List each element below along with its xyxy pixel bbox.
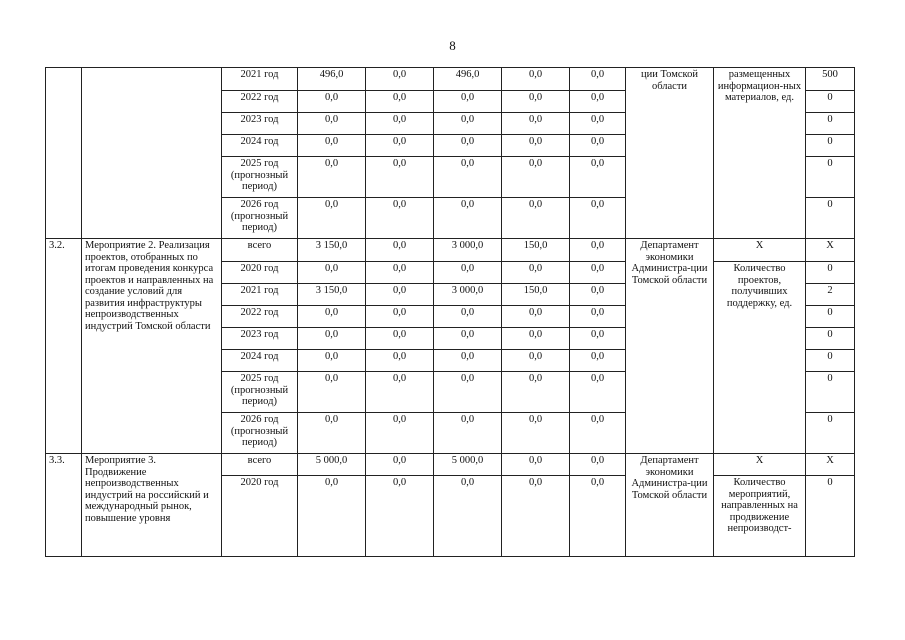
indicator-value: 500 bbox=[806, 68, 855, 91]
indicator-value: 0 bbox=[806, 476, 855, 557]
extrabudget-value: 0,0 bbox=[570, 113, 626, 135]
measure-name: Мероприятие 3. Продвижение непроизводственных индустрий на российский и международный рынок, повышение уровня bbox=[82, 454, 222, 557]
regional-budget-value: 0,0 bbox=[434, 306, 502, 328]
indicator-placeholder: Х bbox=[714, 239, 806, 262]
year-label: 2020 год bbox=[222, 476, 298, 557]
federal-budget-value: 0,0 bbox=[366, 91, 434, 113]
local-budget-value: 0,0 bbox=[502, 135, 570, 157]
total-value: 0,0 bbox=[298, 113, 366, 135]
indicator-value: 0 bbox=[806, 91, 855, 113]
indicator-placeholder: Х bbox=[806, 454, 855, 476]
regional-budget-value: 0,0 bbox=[434, 198, 502, 239]
year-label: всего bbox=[222, 239, 298, 262]
indicator-value: 0 bbox=[806, 306, 855, 328]
extrabudget-value: 0,0 bbox=[570, 306, 626, 328]
regional-budget-value: 0,0 bbox=[434, 328, 502, 350]
extrabudget-value: 0,0 bbox=[570, 68, 626, 91]
federal-budget-value: 0,0 bbox=[366, 68, 434, 91]
year-label: 2020 год bbox=[222, 262, 298, 284]
regional-budget-value: 5 000,0 bbox=[434, 454, 502, 476]
local-budget-value: 150,0 bbox=[502, 239, 570, 262]
year-label: 2026 год (прогнозный период) bbox=[222, 413, 298, 454]
executor: Департамент экономики Администра-ции Томской области bbox=[626, 454, 714, 557]
total-value: 0,0 bbox=[298, 91, 366, 113]
regional-budget-value: 0,0 bbox=[434, 413, 502, 454]
executor: ции Томской области bbox=[626, 68, 714, 239]
local-budget-value: 0,0 bbox=[502, 328, 570, 350]
page-number: 8 bbox=[449, 38, 456, 53]
year-label: 2025 год (прогнозный период) bbox=[222, 157, 298, 198]
total-value: 3 150,0 bbox=[298, 284, 366, 306]
year-label: 2022 год bbox=[222, 91, 298, 113]
regional-budget-value: 496,0 bbox=[434, 68, 502, 91]
total-value: 0,0 bbox=[298, 476, 366, 557]
executor: Департамент экономики Администра-ции Томской области bbox=[626, 239, 714, 454]
table-body bbox=[46, 68, 855, 557]
extrabudget-value: 0,0 bbox=[570, 476, 626, 557]
extrabudget-value: 0,0 bbox=[570, 328, 626, 350]
total-value: 0,0 bbox=[298, 262, 366, 284]
budget-table bbox=[45, 67, 855, 557]
extrabudget-value: 0,0 bbox=[570, 91, 626, 113]
federal-budget-value: 0,0 bbox=[366, 239, 434, 262]
year-label: 2021 год bbox=[222, 284, 298, 306]
federal-budget-value: 0,0 bbox=[366, 328, 434, 350]
indicator-name: Количество проектов, получивших поддержку, ед. bbox=[714, 262, 806, 454]
total-value: 0,0 bbox=[298, 328, 366, 350]
measure-number: 3.2. bbox=[46, 239, 82, 454]
federal-budget-value: 0,0 bbox=[366, 157, 434, 198]
federal-budget-value: 0,0 bbox=[366, 476, 434, 557]
local-budget-value: 0,0 bbox=[502, 372, 570, 413]
year-label: 2024 год bbox=[222, 350, 298, 372]
indicator-value: 0 bbox=[806, 157, 855, 198]
year-label: 2022 год bbox=[222, 306, 298, 328]
regional-budget-value: 0,0 bbox=[434, 350, 502, 372]
total-value: 0,0 bbox=[298, 413, 366, 454]
regional-budget-value: 0,0 bbox=[434, 113, 502, 135]
measure-name-cell bbox=[82, 68, 222, 239]
local-budget-value: 0,0 bbox=[502, 454, 570, 476]
federal-budget-value: 0,0 bbox=[366, 284, 434, 306]
extrabudget-value: 0,0 bbox=[570, 350, 626, 372]
measure-number: 3.3. bbox=[46, 454, 82, 557]
extrabudget-value: 0,0 bbox=[570, 262, 626, 284]
year-label: 2023 год bbox=[222, 113, 298, 135]
total-value: 3 150,0 bbox=[298, 239, 366, 262]
measure-number-cell bbox=[46, 68, 82, 239]
extrabudget-value: 0,0 bbox=[570, 372, 626, 413]
federal-budget-value: 0,0 bbox=[366, 454, 434, 476]
year-label: 2021 год bbox=[222, 68, 298, 91]
local-budget-value: 0,0 bbox=[502, 113, 570, 135]
local-budget-value: 0,0 bbox=[502, 350, 570, 372]
table-row bbox=[46, 239, 855, 262]
local-budget-value: 0,0 bbox=[502, 476, 570, 557]
total-value: 0,0 bbox=[298, 157, 366, 198]
table-row bbox=[46, 454, 855, 476]
indicator-value: 0 bbox=[806, 198, 855, 239]
federal-budget-value: 0,0 bbox=[366, 135, 434, 157]
indicator-value: 0 bbox=[806, 350, 855, 372]
total-value: 496,0 bbox=[298, 68, 366, 91]
total-value: 0,0 bbox=[298, 135, 366, 157]
regional-budget-value: 0,0 bbox=[434, 262, 502, 284]
regional-budget-value: 0,0 bbox=[434, 372, 502, 413]
local-budget-value: 150,0 bbox=[502, 284, 570, 306]
extrabudget-value: 0,0 bbox=[570, 157, 626, 198]
indicator-placeholder: Х bbox=[806, 239, 855, 262]
indicator-value: 0 bbox=[806, 135, 855, 157]
extrabudget-value: 0,0 bbox=[570, 413, 626, 454]
federal-budget-value: 0,0 bbox=[366, 350, 434, 372]
indicator-value: 2 bbox=[806, 284, 855, 306]
year-label: 2023 год bbox=[222, 328, 298, 350]
extrabudget-value: 0,0 bbox=[570, 198, 626, 239]
regional-budget-value: 3 000,0 bbox=[434, 239, 502, 262]
regional-budget-value: 0,0 bbox=[434, 91, 502, 113]
local-budget-value: 0,0 bbox=[502, 91, 570, 113]
federal-budget-value: 0,0 bbox=[366, 306, 434, 328]
measure-name: Мероприятие 2. Реализация проектов, отобранных по итогам проведения конкурса проектов и направленных на создание условий для развития инфраструктуры непроизводственных индустрий Томской области bbox=[82, 239, 222, 454]
federal-budget-value: 0,0 bbox=[366, 413, 434, 454]
year-label: 2026 год (прогнозный период) bbox=[222, 198, 298, 239]
indicator-value: 0 bbox=[806, 328, 855, 350]
total-value: 0,0 bbox=[298, 372, 366, 413]
indicator-value: 0 bbox=[806, 113, 855, 135]
regional-budget-value: 3 000,0 bbox=[434, 284, 502, 306]
extrabudget-value: 0,0 bbox=[570, 239, 626, 262]
federal-budget-value: 0,0 bbox=[366, 198, 434, 239]
extrabudget-value: 0,0 bbox=[570, 284, 626, 306]
local-budget-value: 0,0 bbox=[502, 198, 570, 239]
indicator-value: 0 bbox=[806, 413, 855, 454]
indicator-placeholder: Х bbox=[714, 454, 806, 476]
year-label: 2025 год (прогнозный период) bbox=[222, 372, 298, 413]
year-label: 2024 год bbox=[222, 135, 298, 157]
total-value: 0,0 bbox=[298, 198, 366, 239]
federal-budget-value: 0,0 bbox=[366, 113, 434, 135]
year-label: всего bbox=[222, 454, 298, 476]
extrabudget-value: 0,0 bbox=[570, 454, 626, 476]
local-budget-value: 0,0 bbox=[502, 68, 570, 91]
regional-budget-value: 0,0 bbox=[434, 135, 502, 157]
federal-budget-value: 0,0 bbox=[366, 262, 434, 284]
federal-budget-value: 0,0 bbox=[366, 372, 434, 413]
extrabudget-value: 0,0 bbox=[570, 135, 626, 157]
local-budget-value: 0,0 bbox=[502, 157, 570, 198]
indicator-name: размещенных информацион-ных материалов, ед. bbox=[714, 68, 806, 239]
regional-budget-value: 0,0 bbox=[434, 476, 502, 557]
local-budget-value: 0,0 bbox=[502, 262, 570, 284]
total-value: 5 000,0 bbox=[298, 454, 366, 476]
table-row bbox=[46, 68, 855, 91]
local-budget-value: 0,0 bbox=[502, 413, 570, 454]
total-value: 0,0 bbox=[298, 306, 366, 328]
indicator-value: 0 bbox=[806, 372, 855, 413]
indicator-value: 0 bbox=[806, 262, 855, 284]
total-value: 0,0 bbox=[298, 350, 366, 372]
local-budget-value: 0,0 bbox=[502, 306, 570, 328]
indicator-name: Количество мероприятий, направленных на продвижение непроизводст- bbox=[714, 476, 806, 557]
regional-budget-value: 0,0 bbox=[434, 157, 502, 198]
